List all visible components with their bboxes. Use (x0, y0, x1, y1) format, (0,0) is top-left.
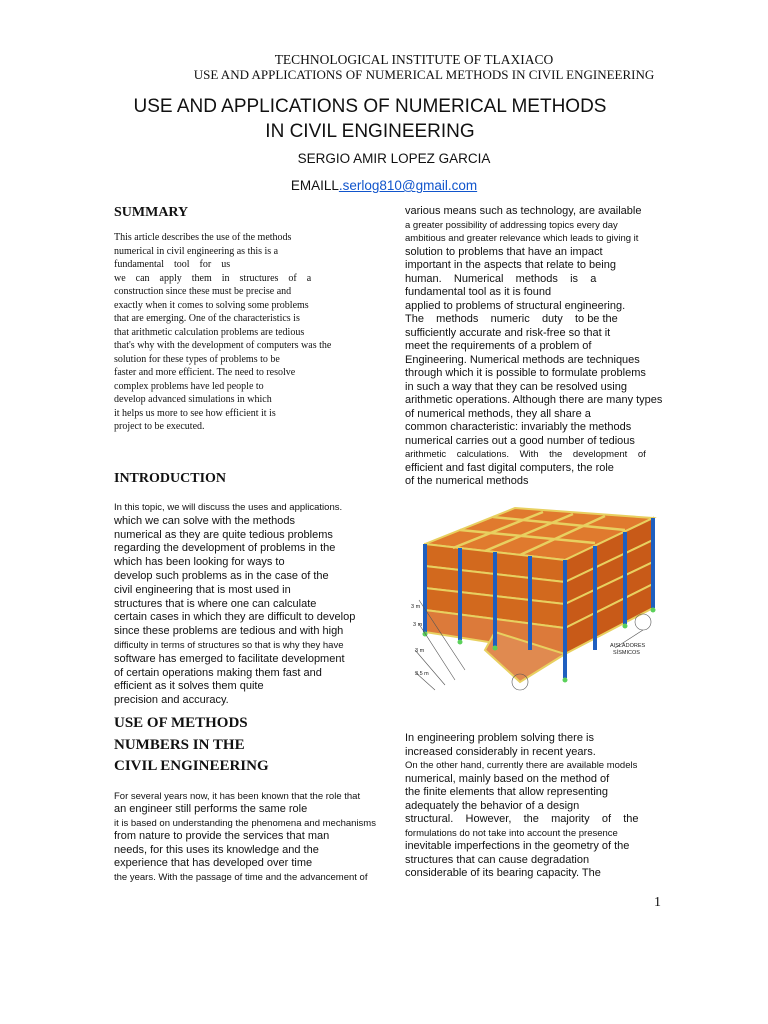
text-line: meet the requirements of a problem of (405, 340, 592, 352)
text-line: solution for these types of problems to be (114, 353, 280, 365)
text-line: ambitious and greater relevance which leads to giving it (405, 233, 639, 244)
text-line: of numerical methods, they all share a (405, 407, 591, 420)
institute-header: TECHNOLOGICAL INSTITUTE OF TLAXIACO (274, 52, 554, 67)
text-line: that are emerging. One of the characteristics is (114, 313, 300, 324)
text-line: In engineering problem solving there is (405, 732, 594, 744)
text-line: For several years now, it has been known that the role that (114, 790, 361, 802)
summary-heading: SUMMARY (114, 205, 189, 220)
text-line: regarding the development of problems in the (114, 542, 336, 555)
text-line: a greater possibility of addressing topics every day (405, 219, 618, 231)
text-line: precision and accuracy. (114, 694, 229, 707)
text-line: structural. However, the majority of the (405, 813, 639, 825)
title-line-1: USE AND APPLICATIONS OF NUMERICAL METHODS (133, 96, 607, 117)
page-number: 1 (654, 895, 661, 910)
text-line: fundamental tool for us (114, 259, 231, 270)
text-line: experience that has developed over time (114, 857, 313, 869)
text-line: numerical in civil engineering as this is a (114, 245, 279, 257)
text-line: numerical as they are quite tedious problems (114, 528, 333, 541)
heading-line: USE OF METHODS (114, 715, 248, 731)
text-line: formulations do not take into account the presence (405, 827, 618, 839)
callout-label-line1: AISLADORES (610, 643, 646, 649)
text-line: through which it is possible to formulate problems (405, 367, 646, 379)
text-line: numerical, mainly based on the method of (405, 772, 610, 785)
text-line: which we can solve with the methods (114, 514, 295, 527)
text-line: the years. With the passage of time and the advancement of (114, 871, 368, 883)
summary-section (114, 205, 364, 434)
text-line: The methods numeric duty to be the (405, 313, 618, 325)
text-line: On the other hand, currently there are available models (405, 760, 638, 771)
text-line: of certain operations making them fast and (114, 666, 322, 679)
text-line: which has been looking for ways to (114, 556, 285, 569)
text-line: civil engineering that is most used in (114, 583, 291, 596)
email-label: EMAILL (290, 178, 339, 193)
text-line: solution to problems that have an impact (405, 245, 603, 258)
dimension-label-1: 3 m (411, 604, 421, 610)
text-line: that's why with the development of computers was the (114, 340, 332, 351)
callout-label-line2: SÍSMICOS (613, 650, 640, 656)
text-line: construction since these must be precise and (114, 286, 292, 297)
text-line: human. Numerical methods is a (405, 272, 597, 285)
text-line: exactly when it comes to solving some problems (114, 299, 309, 311)
introduction-heading: INTRODUCTION (114, 471, 227, 486)
text-line: needs, for this uses its knowledge and the (114, 843, 319, 856)
building-frame-illustration (405, 500, 667, 696)
text-line: efficient as it solves them quite (114, 680, 264, 693)
email-link[interactable]: .serlog810@gmail.com (338, 178, 478, 193)
text-line: common characteristic: invariably the methods (405, 421, 632, 433)
text-line: inevitable imperfections in the geometry of the (405, 840, 630, 852)
text-line: various means such as technology, are available (405, 205, 642, 217)
text-line: that arithmetic calculation problems are tedious (114, 326, 305, 338)
dimension-label-3: 3 m (415, 648, 425, 654)
text-line: This article describes the use of the methods (114, 232, 292, 243)
text-line: develop advanced simulations in which (114, 394, 272, 405)
text-line: we can apply them in structures of a (114, 272, 312, 284)
text-line: of the numerical methods (405, 475, 529, 487)
heading-line: CIVIL ENGINEERING (114, 758, 269, 774)
text-line: numerical carries out a good number of tedious (405, 434, 635, 447)
text-line: sufficiently accurate and risk-free so that it (405, 326, 611, 339)
text-line: difficulty in terms of structures so that is why they have (114, 639, 344, 651)
text-line: it is based on understanding the phenomena and mechanisms (114, 817, 376, 829)
text-line: since these problems are tedious and with high (114, 625, 344, 638)
right-column-text-lower (405, 732, 671, 881)
text-line: fundamental tool as it is found (405, 286, 552, 298)
text-line: in such a way that they can be resolved using (405, 380, 627, 393)
text-line: develop such problems as in the case of the (114, 569, 329, 582)
title-line-2: IN CIVIL ENGINEERING (265, 121, 475, 142)
text-line: certain cases in which they are difficult to develop (114, 611, 356, 624)
summary-body (114, 231, 364, 434)
running-title: USE AND APPLICATIONS OF NUMERICAL METHODS IN CIVIL ENGINEERING (193, 67, 655, 82)
paper-title (80, 94, 660, 144)
introduction-body (114, 501, 364, 708)
text-line: faster and more efficient. The need to resolve (114, 367, 296, 378)
text-line: complex problems have led people to (114, 380, 264, 392)
text-line: In this topic, we will discuss the uses and applications. (114, 502, 343, 513)
text-line: from nature to provide the services that man (114, 830, 330, 842)
heading-line: NUMBERS IN THE (114, 736, 245, 753)
text-line: Engineering. Numerical methods are techniques (405, 353, 640, 366)
text-line: project to be executed. (114, 421, 205, 432)
text-line: considerable of its bearing capacity. The (405, 867, 601, 879)
right-column-text (405, 205, 671, 489)
text-line: important in the aspects that relate to being (405, 259, 616, 271)
text-line: arithmetic calculations. With the development of (405, 449, 646, 460)
text-line: applied to problems of structural engineering. (405, 299, 626, 312)
text-line: increased considerably in recent years. (405, 745, 596, 758)
dimension-label-4: 3.5 m (415, 671, 429, 677)
text-line: the finite elements that allow representing (405, 786, 609, 798)
use-of-methods-body (114, 790, 376, 885)
use-of-methods-section (114, 713, 376, 884)
text-line: arithmetic operations. Although there are many types (405, 394, 663, 406)
author-name: SERGIO AMIR LOPEZ GARCIA (297, 151, 491, 166)
text-line: an engineer still performs the same role (114, 803, 308, 815)
text-line: adequately the behavior of a design (405, 799, 580, 812)
text-line: structures that can cause degradation (405, 853, 590, 866)
text-line: structures that is where one can calculate (114, 597, 317, 610)
text-line: efficient and fast digital computers, the role (405, 461, 614, 474)
introduction-section (114, 471, 364, 708)
text-line: software has emerged to facilitate development (114, 652, 345, 665)
text-line: it helps us more to see how efficient it is (114, 407, 276, 419)
use-of-methods-heading (114, 713, 364, 778)
structure-figure (405, 500, 667, 696)
dimension-label-2: 3 m (413, 622, 423, 628)
author-email (0, 178, 768, 193)
